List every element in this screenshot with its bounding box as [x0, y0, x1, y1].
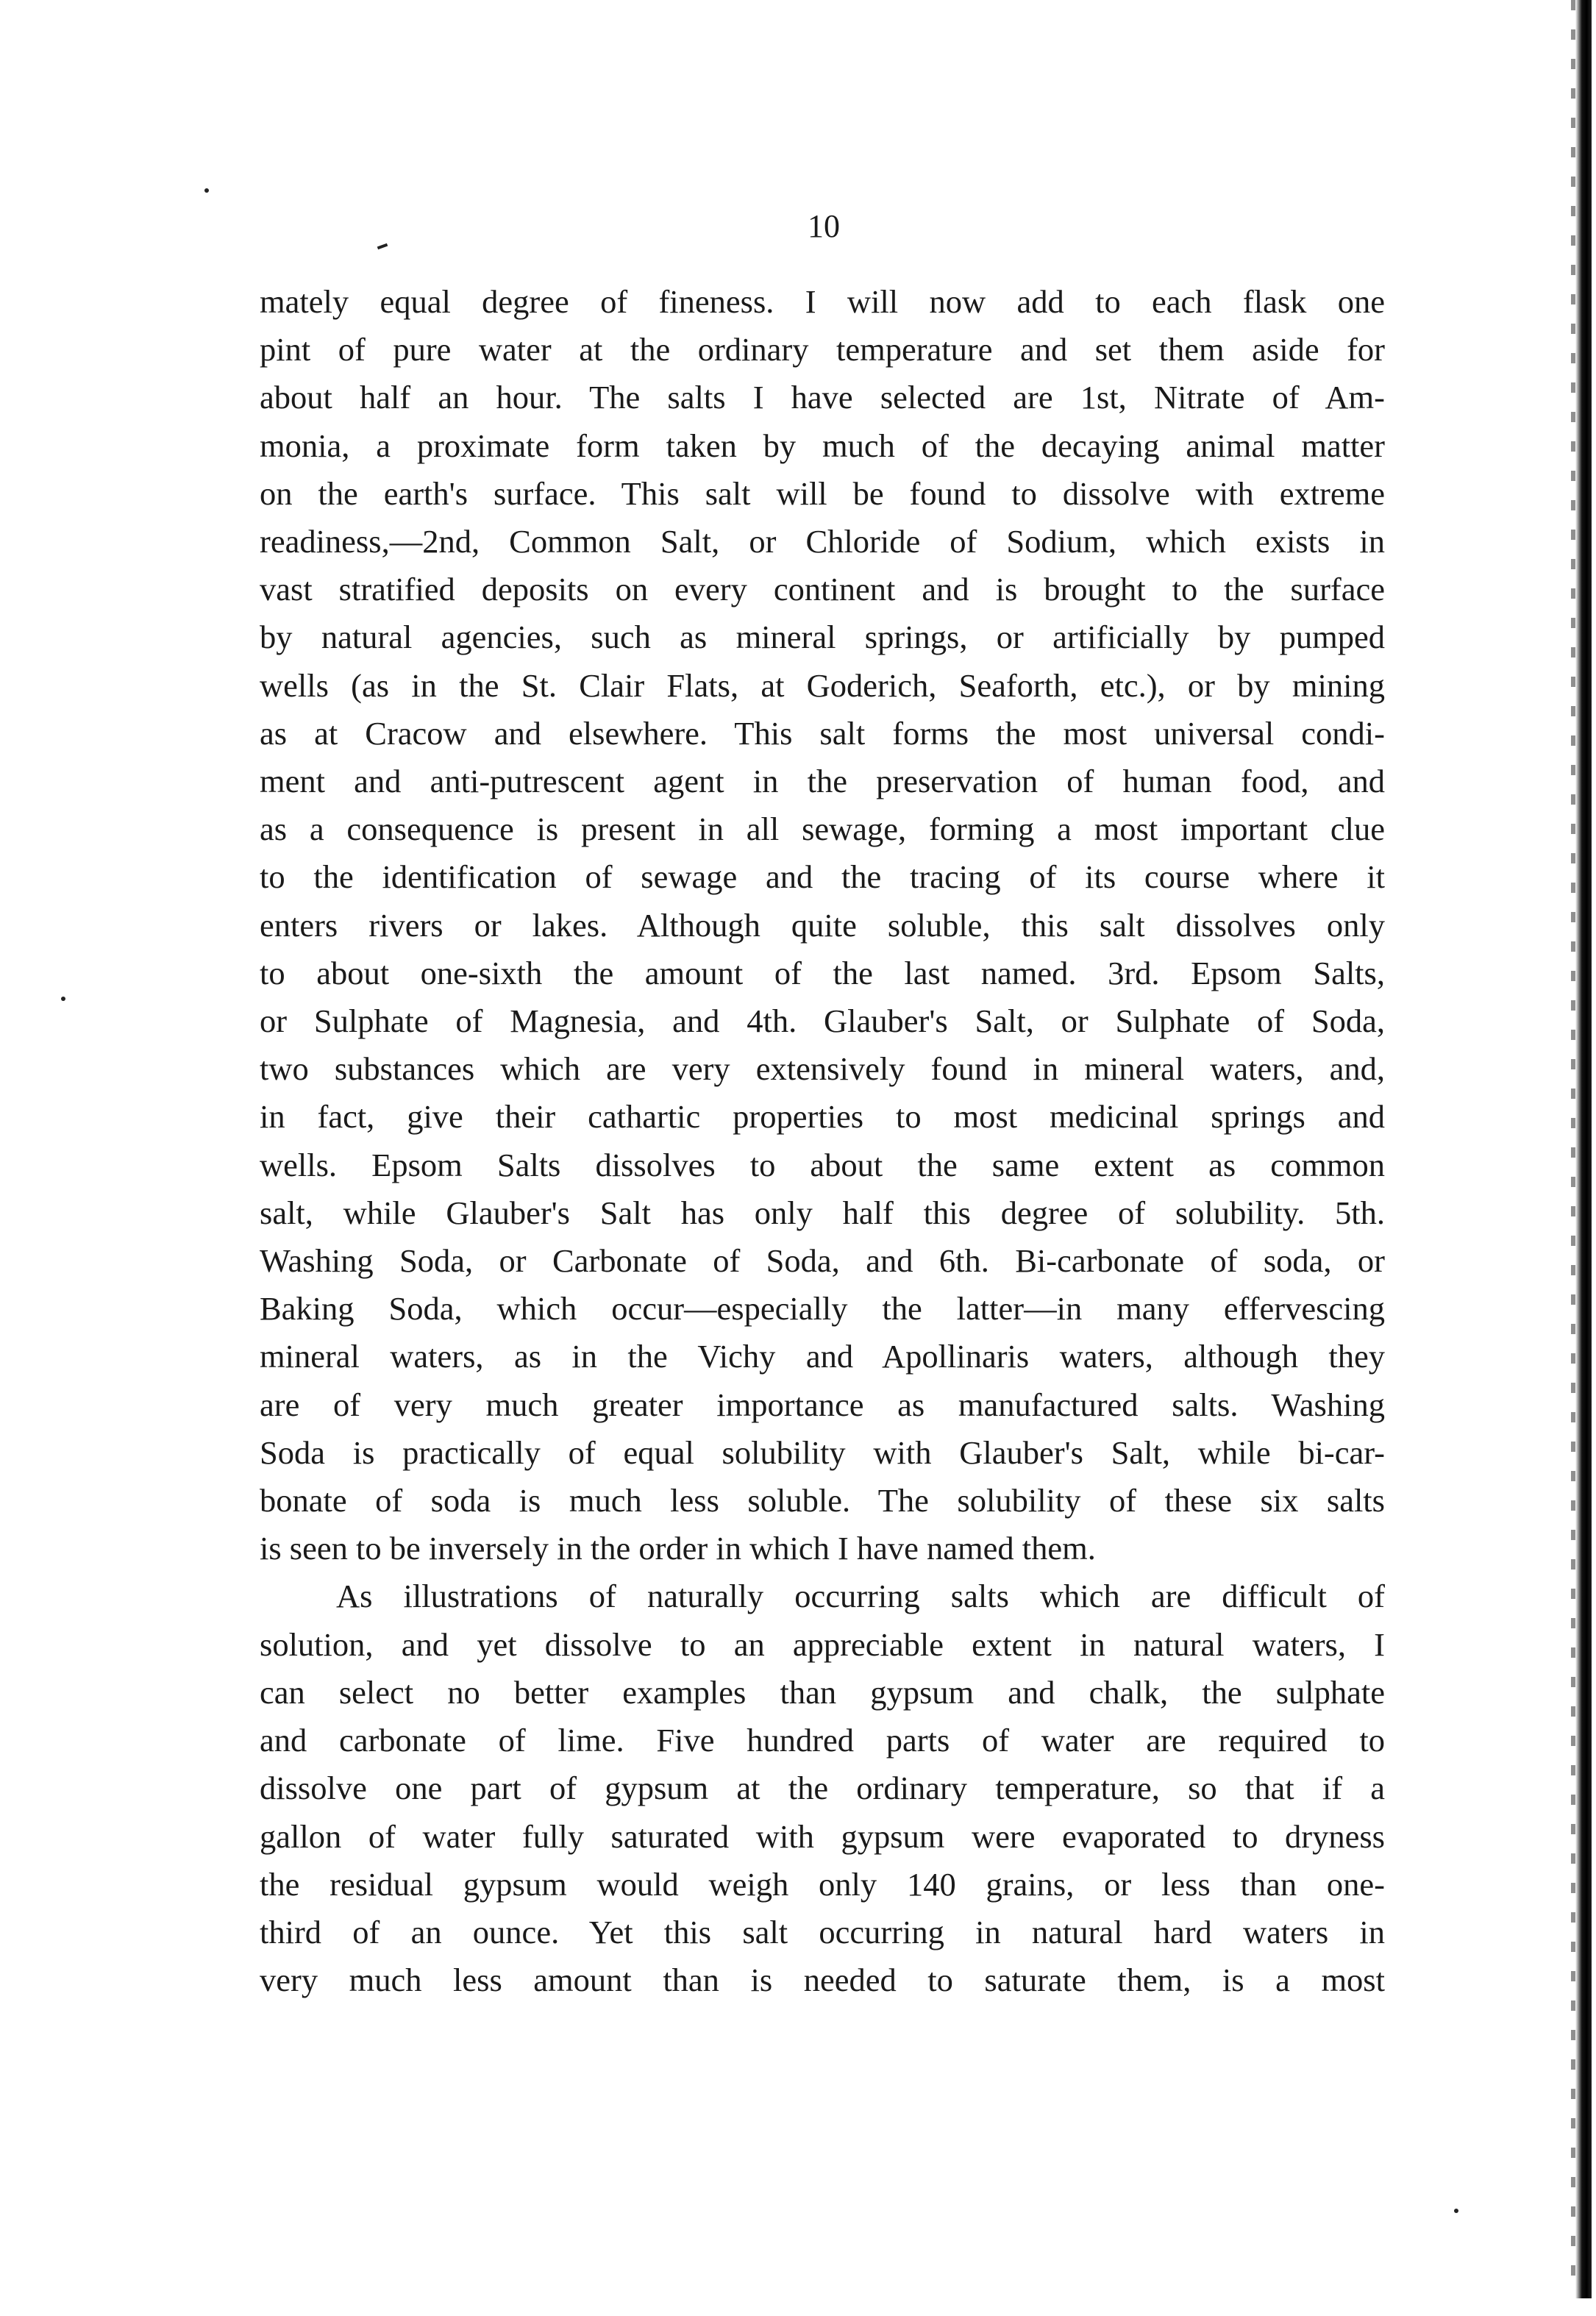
- text-line: As illustrations of naturally occurring salts which are difficult of: [336, 1578, 1385, 1615]
- text-line: or Sulphate of Magnesia, and 4th. Glauber's Salt, or Sulphate of Soda,: [260, 1002, 1385, 1040]
- text-line: about half an hour. The salts I have selected are 1st, Nitrate of Am-: [260, 379, 1385, 416]
- text-line: ment and anti-putrescent agent in the preservation of human food, and: [260, 763, 1385, 800]
- stray-mark: [377, 243, 388, 250]
- text-line: solution, and yet dissolve to an appreciable extent in natural waters, I: [260, 1625, 1385, 1663]
- text-line: monia, a proximate form taken by much of the decaying animal matter: [260, 427, 1385, 464]
- text-line: readiness,—2nd, Common Salt, or Chloride of Sodium, which exists in: [260, 523, 1385, 560]
- text-line: Soda is practically of equal solubility with Glauber's Salt, while bi-car-: [260, 1433, 1385, 1471]
- page-number: 10: [808, 208, 840, 244]
- text-line: two substances which are very extensively found in mineral waters, and,: [260, 1050, 1385, 1088]
- scan-speck: [204, 188, 209, 193]
- text-line: as a consequence is present in all sewage, forming a most important clue: [260, 810, 1385, 848]
- text-line: in fact, give their cathartic properties to most medicinal springs and: [260, 1098, 1385, 1136]
- scan-binding-shadow: [1571, 0, 1575, 2287]
- text-line: enters rivers or lakes. Although quite soluble, this salt dissolves only: [260, 906, 1385, 944]
- text-line: very much less amount than is needed to saturate them, is a most: [260, 1962, 1385, 1999]
- text-line: are of very much greater importance as manufactured salts. Washing: [260, 1386, 1385, 1423]
- text-line: Washing Soda, or Carbonate of Soda, and 6th. Bi-carbonate of soda, or: [260, 1242, 1385, 1280]
- text-line: Baking Soda, which occur—especially the latter—in many effervescing: [260, 1290, 1385, 1328]
- text-line: gallon of water fully saturated with gypsum were evaporated to dryness: [260, 1817, 1385, 1855]
- scan-binding-edge: [1575, 0, 1592, 2298]
- text-line: bonate of soda is much less soluble. The solubility of these six salts: [260, 1482, 1385, 1519]
- scan-speck: [61, 997, 65, 1001]
- scan-speck: [1454, 2209, 1458, 2213]
- text-line: mately equal degree of fineness. I will now add to each flask one: [260, 283, 1385, 320]
- body-text: [260, 278, 1385, 2004]
- text-line: wells (as in the St. Clair Flats, at Goderich, Seaforth, etc.), or by mining: [260, 666, 1385, 704]
- text-line: to about one-sixth the amount of the last named. 3rd. Epsom Salts,: [260, 954, 1385, 991]
- text-line: to the identification of sewage and the tracing of its course where it: [260, 858, 1385, 896]
- text-line: vast stratified deposits on every continent and is brought to the surface: [260, 571, 1385, 608]
- text-line: third of an ounce. Yet this salt occurring in natural hard waters in: [260, 1913, 1385, 1950]
- text-line: is seen to be inversely in the order in which I have named them.: [260, 1530, 1096, 1567]
- text-line: and carbonate of lime. Five hundred parts of water are required to: [260, 1722, 1385, 1759]
- text-line: as at Cracow and elsewhere. This salt forms the most universal condi-: [260, 714, 1385, 752]
- text-line: on the earth's surface. This salt will be found to dissolve with extreme: [260, 474, 1385, 512]
- text-line: salt, while Glauber's Salt has only half this degree of solubility. 5th.: [260, 1194, 1385, 1231]
- text-line: can select no better examples than gypsum and chalk, the sulphate: [260, 1673, 1385, 1711]
- text-line: wells. Epsom Salts dissolves to about the same extent as common: [260, 1146, 1385, 1183]
- text-line: the residual gypsum would weigh only 140 grains, or less than one-: [260, 1865, 1385, 1903]
- text-line: mineral waters, as in the Vichy and Apollinaris waters, although they: [260, 1338, 1385, 1375]
- text-line: pint of pure water at the ordinary temperature and set them aside for: [260, 331, 1385, 368]
- text-line: by natural agencies, such as mineral springs, or artificially by pumped: [260, 619, 1385, 656]
- text-line: dissolve one part of gypsum at the ordinary temperature, so that if a: [260, 1770, 1385, 1807]
